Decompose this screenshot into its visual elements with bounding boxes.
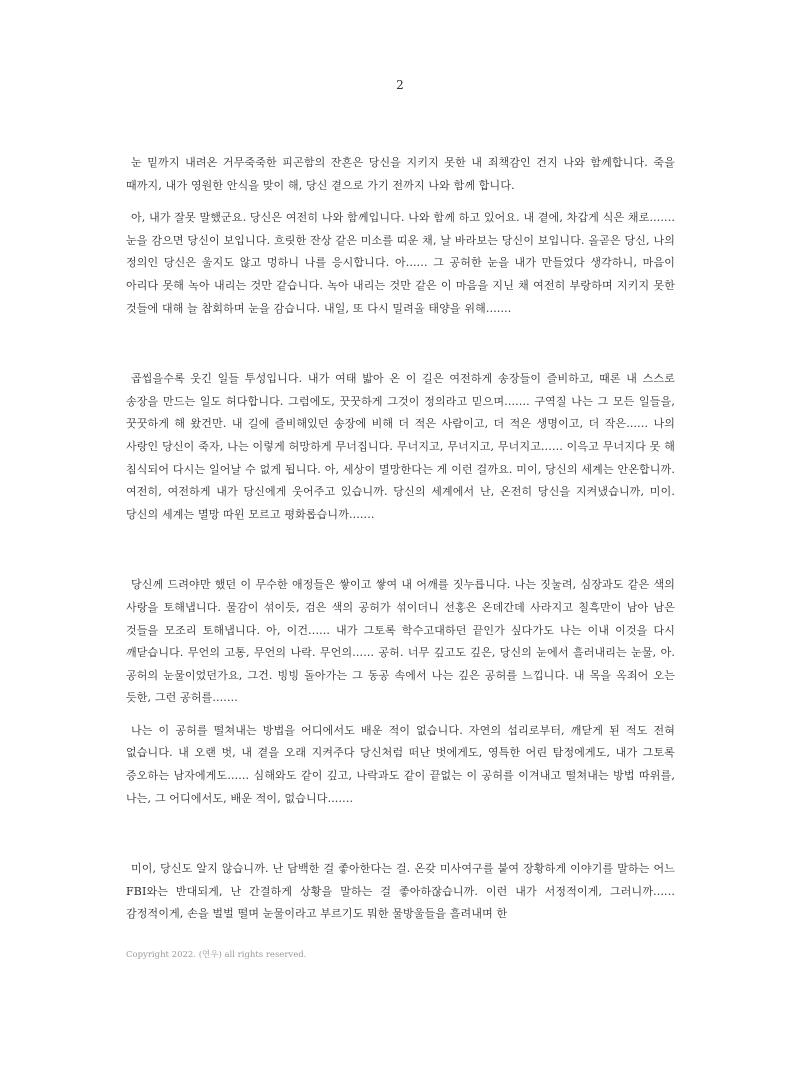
paragraph: 곱씹을수록 웃긴 일들 투성입니다. 내가 여태 밟아 온 이 길은 여전하게 송장들이 즐비하고, 때론 내 스스로 송장을 만드는 일도 허다합니다. 그럼에도, 꿋꿋하게 그것이 정의라고 믿으며....... 구역질 나는 그 모든 일들을, 꿋꿋하게 해 왔건만. 내 길에 즐비해있던 송장에 비해 더 적은 사람이고, 더 적은 생명이고, 더 작은...... 나의 사랑인 당신이 죽자, 나는 이렇게 허망하게 무너집니다. 무너지고, 무너지고, 무너지고...... 이윽고 무너지다 못 해 침식되어 다시는 일어날 수 없게 됩니다. 아, 세상이 멸망한다는 게 이런 걸까요. 미이, 당신의 세계는 안온합니까. 여전히, 여전하게 내가 당신에게 웃어주고 있습니까. 당신의 세계에서 난, 온전히 당신을 지켜냈습니까, 미이. 당신의 세계는 멸망 따윈 모르고 평화롭습니까.......: [126, 372, 675, 521]
copyright-footer: Copyright 2022. (연우) all rights reserved.: [126, 950, 307, 960]
paragraph: 눈 밑까지 내려온 거무죽죽한 피곤함의 잔흔은 당신을 지키지 못한 내 죄책감인 건지 나와 함께합니다. 죽을 때까지, 내가 영원한 안식을 맞이 해, 당신 곁으로 가기 전까지 나와 함께 합니다.: [126, 156, 675, 192]
paragraph: 당신께 드려야만 했던 이 무수한 애정들은 쌓이고 쌓여 내 어깨를 짓누릅니다. 나는 짓눌려, 심장과도 같은 색의 사랑을 토해냅니다. 물감이 섞이듯, 검은 색의 공허가 섞이더니 선홍은 온데간데 사라지고 칠흑만이 남아 남은 것들을 모조리 토해냅니다. 아, 이건...... 내가 그토록 학수고대하던 끝인가 싶다가도 나는 이내 이것을 다시 깨닫습니다. 무언의 고통, 무언의 나락. 무언의...... 공허. 너무 깊고도 깊은, 당신의 눈에서 흘러내리는 눈물, 아. 공허의 눈물이었던가요, 그건. 빙빙 돌아가는 그 동공 속에서 나는 깊은 공허를 느낍니다. 내 목을 옥죄어 오는 듯한, 그런 공허를.......: [126, 578, 675, 705]
paragraph: 미이, 당신도 알지 않습니까. 난 담백한 걸 좋아한다는 걸. 온갖 미사여구를 붙여 장황하게 이야기를 말하는 어느 FBI와는 반대되게, 난 간결하게 상황을 말하는 걸 좋아하잖습니까. 이런 내가 서정적이게, 그러니까...... 감정적이게, 손을 벌벌 떨며 눈물이라고 부르기도 뭐한 물방울들을 흘려내며 한: [126, 862, 675, 921]
page-number: 2: [396, 78, 404, 92]
body-text: [126, 152, 675, 926]
paragraph: 나는 이 공허를 떨쳐내는 방법을 어디에서도 배운 적이 없습니다. 자연의 섭리로부터, 깨닫게 된 적도 전혀 없습니다. 내 오랜 벗, 내 곁을 오래 지켜주다 당신처럼 떠난 벗에게도, 영특한 어린 탐정에게도, 내가 그토록 증오하는 남자에게도...... 심해와도 같이 깊고, 나락과도 같이 끝없는 이 공허를 이겨내고 떨쳐내는 방법 따위를, 나는, 그 어디에서도, 배운 적이, 없습니다.......: [126, 723, 675, 805]
paragraph: 아, 내가 잘못 말했군요. 당신은 여전히 나와 함께입니다. 나와 함께 하고 있어요. 내 곁에, 차갑게 식은 채로....... 눈을 감으면 당신이 보입니다. 흐릿한 잔상 같은 미소를 띠운 채, 날 바라보는 당신이 보입니다. 올곧은 당신, 나의 정의인 당신은 울지도 않고 멍하니 나를 응시합니다. 아...... 그 공허한 눈을 내가 만들었다 생각하니, 마음이 아리다 못해 녹아 내리는 것만 같습니다. 녹아 내리는 것만 같은 이 마음을 지닌 채 여전히 부랑하며 지키지 못한 것들에 대해 늘 참회하며 눈을 감습니다. 내일, 또 다시 밀려올 태양을 위해.......: [126, 211, 675, 315]
